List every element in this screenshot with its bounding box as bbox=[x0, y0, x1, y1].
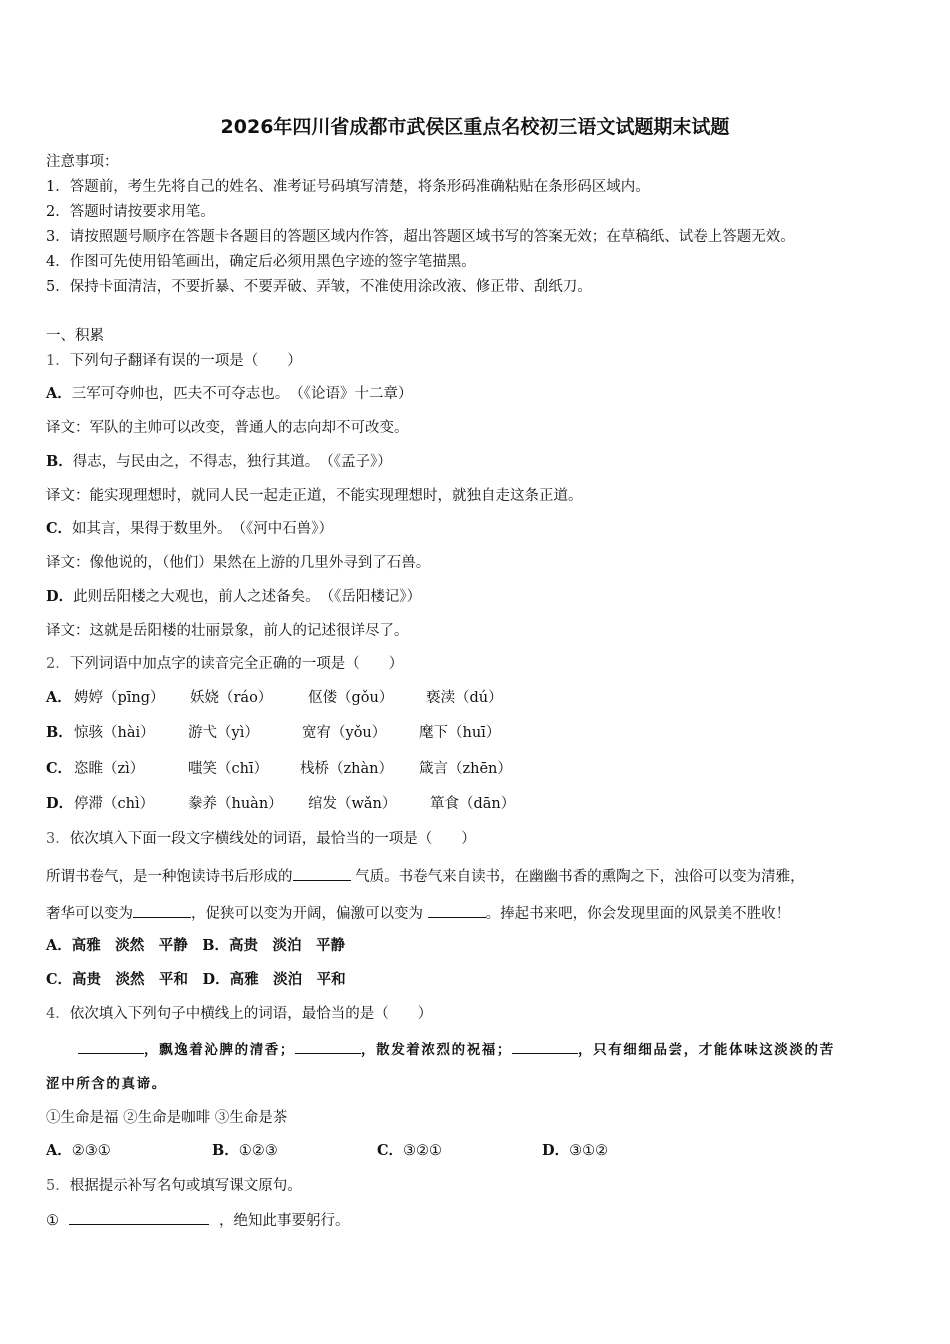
word: 箴言（zhēn） bbox=[419, 761, 512, 777]
q1-translation-b: 译文：能实现理想时，就同人民一起走正道，不能实现理想时，就独自走这条正道。 bbox=[46, 488, 583, 504]
q2-option-c bbox=[46, 760, 512, 778]
q4-sentence-line-1 bbox=[78, 1039, 835, 1059]
fill-blank[interactable] bbox=[69, 1210, 209, 1225]
notice-item-4: 4．作图可先使用铅笔画出，确定后必须用黑色字迹的签字笔描黑。 bbox=[46, 254, 476, 270]
option-text: ③①② bbox=[569, 1143, 609, 1159]
word: 宽宥（yǒu） bbox=[302, 725, 387, 741]
q3-passage-line-2 bbox=[46, 903, 790, 923]
option-label: B． bbox=[212, 1142, 239, 1159]
q1-option-a bbox=[46, 385, 413, 403]
word: 嗤笑（chī） bbox=[188, 761, 269, 777]
q1-translation-d: 译文：这就是岳阳楼的壮丽景象，前人的记述很详尽了。 bbox=[46, 623, 409, 639]
fill-blank[interactable] bbox=[133, 903, 191, 918]
passage-text: 。捧起书来吧，你会发现里面的风景美不胜收！ bbox=[485, 906, 791, 922]
q4-option-a bbox=[46, 1142, 111, 1160]
item-number: ① bbox=[46, 1213, 59, 1229]
fill-blank[interactable] bbox=[428, 903, 486, 918]
option-label: D． bbox=[46, 588, 74, 605]
q1-stem bbox=[46, 352, 302, 370]
q5-item-1 bbox=[46, 1210, 350, 1230]
q1-option-b bbox=[46, 453, 392, 471]
q4-choices: ①生命是福 ②生命是咖啡 ③生命是茶 bbox=[46, 1110, 288, 1126]
word: 亵渎（dú） bbox=[426, 690, 503, 706]
option-label: A． bbox=[46, 1142, 72, 1159]
option-label: C． bbox=[377, 1142, 404, 1159]
word: 绾发（wǎn） bbox=[308, 796, 397, 812]
word: 游弋（yì） bbox=[188, 725, 259, 741]
q1-option-c bbox=[46, 520, 333, 538]
q2-text: 下列词语中加点字的读音完全正确的一项是（ ） bbox=[69, 656, 404, 672]
q2-option-a bbox=[46, 689, 503, 707]
q3-text: 依次填入下面一段文字横线处的词语，最恰当的一项是（ ） bbox=[69, 831, 476, 847]
notice-heading: 注意事项： bbox=[46, 154, 119, 170]
option-label: C． bbox=[46, 520, 73, 537]
q4-stem bbox=[46, 1005, 432, 1023]
page-title: 2026年四川省成都市武侯区重点名校初三语文试题期末试题 bbox=[220, 116, 730, 138]
option-label: A． bbox=[46, 385, 72, 402]
q2-number: 2． bbox=[46, 656, 70, 672]
word: 停滞（chì） bbox=[74, 796, 155, 812]
q4-option-b bbox=[212, 1142, 278, 1160]
sentence-text: ，只有细细品尝，才能体味这淡淡的苦 bbox=[578, 1042, 835, 1058]
option-label: D． bbox=[542, 1142, 570, 1159]
option-text: ②③① bbox=[71, 1143, 111, 1159]
section-heading: 一、积累 bbox=[46, 328, 104, 344]
fill-blank[interactable] bbox=[293, 866, 351, 881]
q4-text: 依次填入下列句子中横线上的词语，最恰当的是（ ） bbox=[69, 1006, 433, 1022]
option-label: B． bbox=[46, 724, 73, 741]
notice-item-2: 2．答题时请按要求用笔。 bbox=[46, 204, 215, 220]
q5-number: 5． bbox=[46, 1178, 70, 1194]
q2-option-d bbox=[46, 795, 516, 813]
q4-sentence-line-2: 涩中所含的真谛。 bbox=[46, 1076, 167, 1092]
option-text: 得志，与民由之，不得志，独行其道。 （《孟子》） bbox=[72, 454, 392, 470]
word: 栈桥（zhàn） bbox=[300, 761, 393, 777]
sentence-text: ，飘逸着沁脾的清香； bbox=[144, 1042, 295, 1058]
q3-number: 3． bbox=[46, 831, 70, 847]
word: 伛偻（gǒu） bbox=[308, 690, 394, 706]
q1-text: 下列句子翻译有误的一项是（ ） bbox=[69, 353, 302, 369]
word: 妖娆（ráo） bbox=[190, 690, 273, 706]
sentence-text: ，散发着浓烈的祝福； bbox=[361, 1042, 512, 1058]
q5-stem bbox=[46, 1177, 302, 1195]
fill-blank[interactable] bbox=[78, 1039, 144, 1054]
passage-text: ，促狭可以变为开阔，偏激可以变为 bbox=[191, 906, 428, 922]
q1-option-d bbox=[46, 588, 421, 606]
q3-options-cd: C．高贵 淡然 平和 D．高雅 淡泊 平和 bbox=[46, 971, 346, 988]
option-label: B． bbox=[46, 453, 73, 470]
option-label: C． bbox=[46, 760, 73, 777]
word: 惊骇（hài） bbox=[74, 725, 155, 741]
option-text: ③②① bbox=[403, 1143, 443, 1159]
word: 箪食（dān） bbox=[430, 796, 516, 812]
q5-text: 根据提示补写名句或填写课文原句。 bbox=[69, 1178, 302, 1194]
fill-blank[interactable] bbox=[295, 1039, 361, 1054]
word: 娉婷（pīng） bbox=[74, 690, 165, 706]
q4-number: 4． bbox=[46, 1006, 70, 1022]
option-text: ①②③ bbox=[238, 1143, 278, 1159]
option-label: A． bbox=[46, 689, 72, 706]
q1-number: 1． bbox=[46, 353, 70, 369]
q4-option-d bbox=[542, 1142, 608, 1160]
word: 麾下（huī） bbox=[419, 725, 501, 741]
notice-item-3: 3．请按照题号顺序在答题卡各题目的答题区域内作答，超出答题区域书写的答案无效；在草稿纸、试卷上答题无效。 bbox=[46, 229, 795, 245]
q2-option-b bbox=[46, 724, 501, 742]
passage-text: 奢华可以变为 bbox=[46, 906, 133, 922]
q3-options-ab: A．高雅 淡然 平静 B．高贵 淡泊 平静 bbox=[46, 937, 346, 954]
passage-text: 所谓书卷气，是一种饱读诗书后形成的 bbox=[46, 869, 293, 885]
q4-option-c bbox=[377, 1142, 442, 1160]
fill-blank[interactable] bbox=[512, 1039, 578, 1054]
q1-translation-c: 译文：像他说的，（他们）果然在上游的几里外寻到了石兽。 bbox=[46, 555, 431, 571]
item-text: ，绝知此事要躬行。 bbox=[219, 1213, 350, 1229]
q2-stem bbox=[46, 655, 403, 673]
q1-translation-a: 译文：军队的主帅可以改变，普通人的志向却不可改变。 bbox=[46, 420, 409, 436]
option-text: 如其言，果得于数里外。 （《河中石兽》） bbox=[72, 521, 334, 537]
notice-item-1: 1．答题前，考生先将自己的姓名、准考证号码填写清楚，将条形码准确粘贴在条形码区域内。 bbox=[46, 179, 650, 195]
passage-text: 气质。书卷气来自读书，在幽幽书香的熏陶之下，浊俗可以变为清雅， bbox=[350, 869, 805, 885]
notice-item-5: 5．保持卡面清洁，不要折暴、不要弄破、弄皱，不准使用涂改液、修正带、刮纸刀。 bbox=[46, 279, 592, 295]
q3-passage-line-1 bbox=[46, 866, 805, 886]
option-text: 三军可夺帅也，匹夫不可夺志也。 （《论语》十二章） bbox=[71, 386, 413, 402]
word: 豢养（huàn） bbox=[188, 796, 283, 812]
option-text: 此则岳阳楼之大观也，前人之述备矣。 （《岳阳楼记》） bbox=[73, 589, 422, 605]
q3-stem bbox=[46, 830, 476, 848]
word: 恣睢（zì） bbox=[74, 761, 145, 777]
option-label: D． bbox=[46, 795, 74, 812]
